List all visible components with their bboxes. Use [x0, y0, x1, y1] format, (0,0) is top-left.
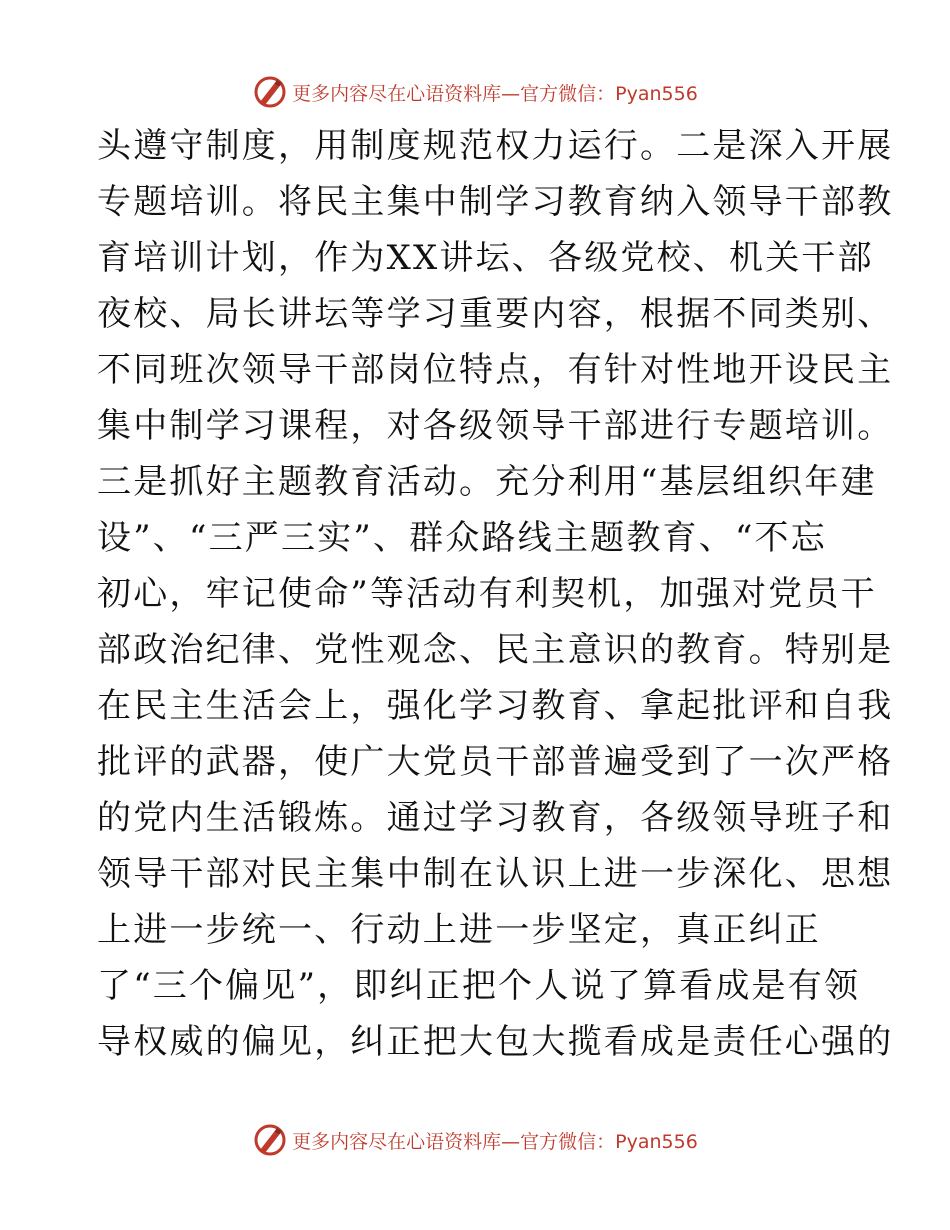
- text-line: 的党内生活锻炼。通过学习教育，各级领导班子和: [97, 798, 894, 838]
- text-line: 集中制学习课程，对各级领导干部进行专题培训。: [97, 406, 894, 446]
- pen-logo-icon: [252, 1122, 288, 1158]
- text-line: 设”、“三严三实”、群众路线主题教育、“不忘: [97, 518, 827, 558]
- text-line: 部政治纪律、党性观念、民主意识的教育。特别是: [97, 630, 894, 670]
- text-line: 夜校、局长讲坛等学习重要内容，根据不同类别、: [97, 294, 894, 334]
- text-line: 不同班次领导干部岗位特点，有针对性地开设民主: [97, 350, 894, 390]
- text-line: 领导干部对民主集中制在认识上进一步深化、思想: [97, 854, 894, 894]
- footer-watermark: [0, 1120, 950, 1160]
- text-line: 导权威的偏见，纠正把大包大揽看成是责任心强的: [97, 1022, 894, 1062]
- text-line: 了“三个偏见”，即纠正把个人说了算看成是有领: [97, 966, 861, 1006]
- text-line: 三是抓好主题教育活动。充分利用“基层组织年建: [97, 462, 877, 502]
- text-line: 在民主生活会上，强化学习教育、拿起批评和自我: [97, 686, 894, 726]
- text-line: 头遵守制度，用制度规范权力运行。二是深入开展: [97, 126, 894, 166]
- watermark-sub-text: —官方微信：Pyan556: [501, 82, 698, 105]
- text-line: 批评的武器，使广大党员干部普遍受到了一次严格: [97, 742, 894, 782]
- text-line: 育培训计划，作为XX讲坛、各级党校、机关干部: [97, 238, 874, 278]
- watermark-main-text: 更多内容尽在心语资料库: [292, 1130, 502, 1153]
- text-line: 初心，牢记使命”等活动有利契机，加强对党员干: [97, 574, 877, 614]
- body-text: [97, 118, 894, 1070]
- watermark-main-text: 更多内容尽在心语资料库: [292, 82, 502, 105]
- watermark-sub-text: —官方微信：Pyan556: [501, 1130, 698, 1153]
- header-watermark: [0, 72, 950, 112]
- text-line: 专题培训。将民主集中制学习教育纳入领导干部教: [97, 182, 894, 222]
- text-line: 上进一步统一、行动上进一步坚定，真正纠正: [97, 910, 821, 950]
- pen-logo-icon: [252, 74, 288, 110]
